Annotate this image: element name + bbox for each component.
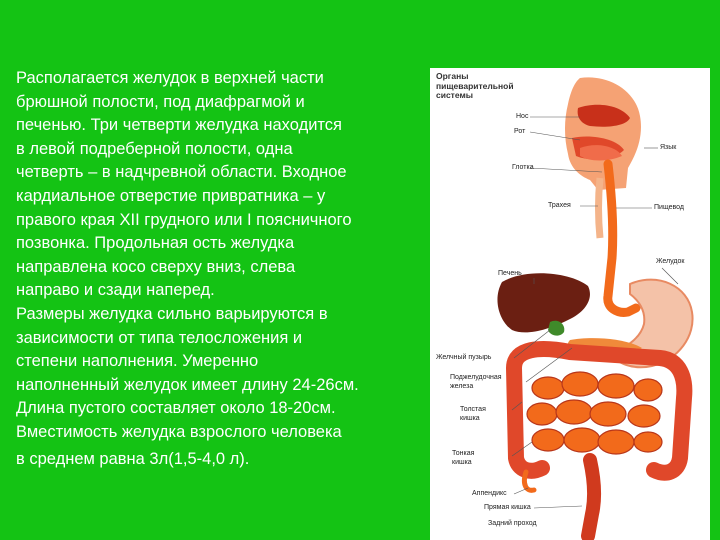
- label-tongue: Язык: [660, 144, 677, 151]
- digestive-system-illustration: [430, 68, 710, 540]
- text-line: степени наполнения. Умеренно: [16, 352, 259, 371]
- small-intestine: [527, 372, 662, 454]
- text-line: правого края XII грудного или I поясничного: [16, 210, 352, 229]
- digestive-system-figure: [430, 68, 710, 540]
- text-line: Вместимость желудка взрослого человека: [16, 422, 342, 441]
- label-pancreas: железа: [450, 383, 474, 390]
- label-gallbladder: Желчный пузырь: [436, 354, 492, 361]
- label-small-intestine: Тонкая: [452, 450, 475, 457]
- text-line: брюшной полости, под диафрагмой и: [16, 92, 305, 111]
- rectum-shape: [588, 460, 594, 536]
- label-pancreas: Поджелудочная: [450, 374, 502, 381]
- trachea-tube: [599, 178, 601, 238]
- label-esophagus: Пищевод: [654, 204, 684, 211]
- figure-title: [436, 72, 514, 101]
- label-small-intestine: кишка: [452, 459, 472, 466]
- text-line: Размеры желудка сильно варьируются в: [16, 304, 328, 323]
- figure-title-line: Органы: [436, 71, 469, 81]
- text-line: направлена косо сверху вниз, слева: [16, 257, 296, 276]
- text-line: направо и сзади наперед.: [16, 281, 215, 300]
- label-anus: Задний проход: [488, 520, 537, 527]
- label-trachea: Трахея: [548, 202, 571, 209]
- text-line: кардиальное отверстие привратника – у: [16, 186, 326, 205]
- text-line: четверть – в надчревной области. Входное: [16, 163, 347, 182]
- text-line: Длина пустого составляет около 18-20см.: [16, 399, 336, 418]
- text-line: наполненный желудок имеет длину 24-26см.: [16, 375, 359, 394]
- head-shape: [565, 77, 641, 190]
- liver-shape: [497, 273, 589, 332]
- text-line: печенью. Три четверти желудка находится: [16, 116, 342, 135]
- label-mouth: Рот: [514, 128, 526, 135]
- label-stomach: Желудок: [656, 258, 685, 265]
- text-line: Располагается желудок в верхней части: [16, 69, 324, 87]
- label-rectum: Прямая кишка: [484, 504, 531, 511]
- label-colon: кишка: [460, 415, 480, 422]
- label-nose: Нос: [516, 113, 529, 120]
- label-pharynx: Глотка: [512, 164, 534, 171]
- label-colon: Толстая: [460, 406, 486, 413]
- figure-title-line: пищеварительной: [436, 80, 514, 91]
- figure-title-line: системы: [436, 90, 474, 100]
- text-line: позвонка. Продольная ость желудка: [16, 234, 295, 253]
- text-line: в среднем равна 3л(1,5-4,0 л).: [16, 449, 250, 468]
- stomach-description: [16, 67, 436, 471]
- text-line: зависимости от типа телосложения и: [16, 328, 303, 347]
- gallbladder-shape: [548, 321, 564, 336]
- label-liver: Печень: [498, 270, 522, 277]
- text-line: в левой подреберной полости, одна: [16, 139, 293, 158]
- label-appendix: Аппендикс: [472, 490, 507, 497]
